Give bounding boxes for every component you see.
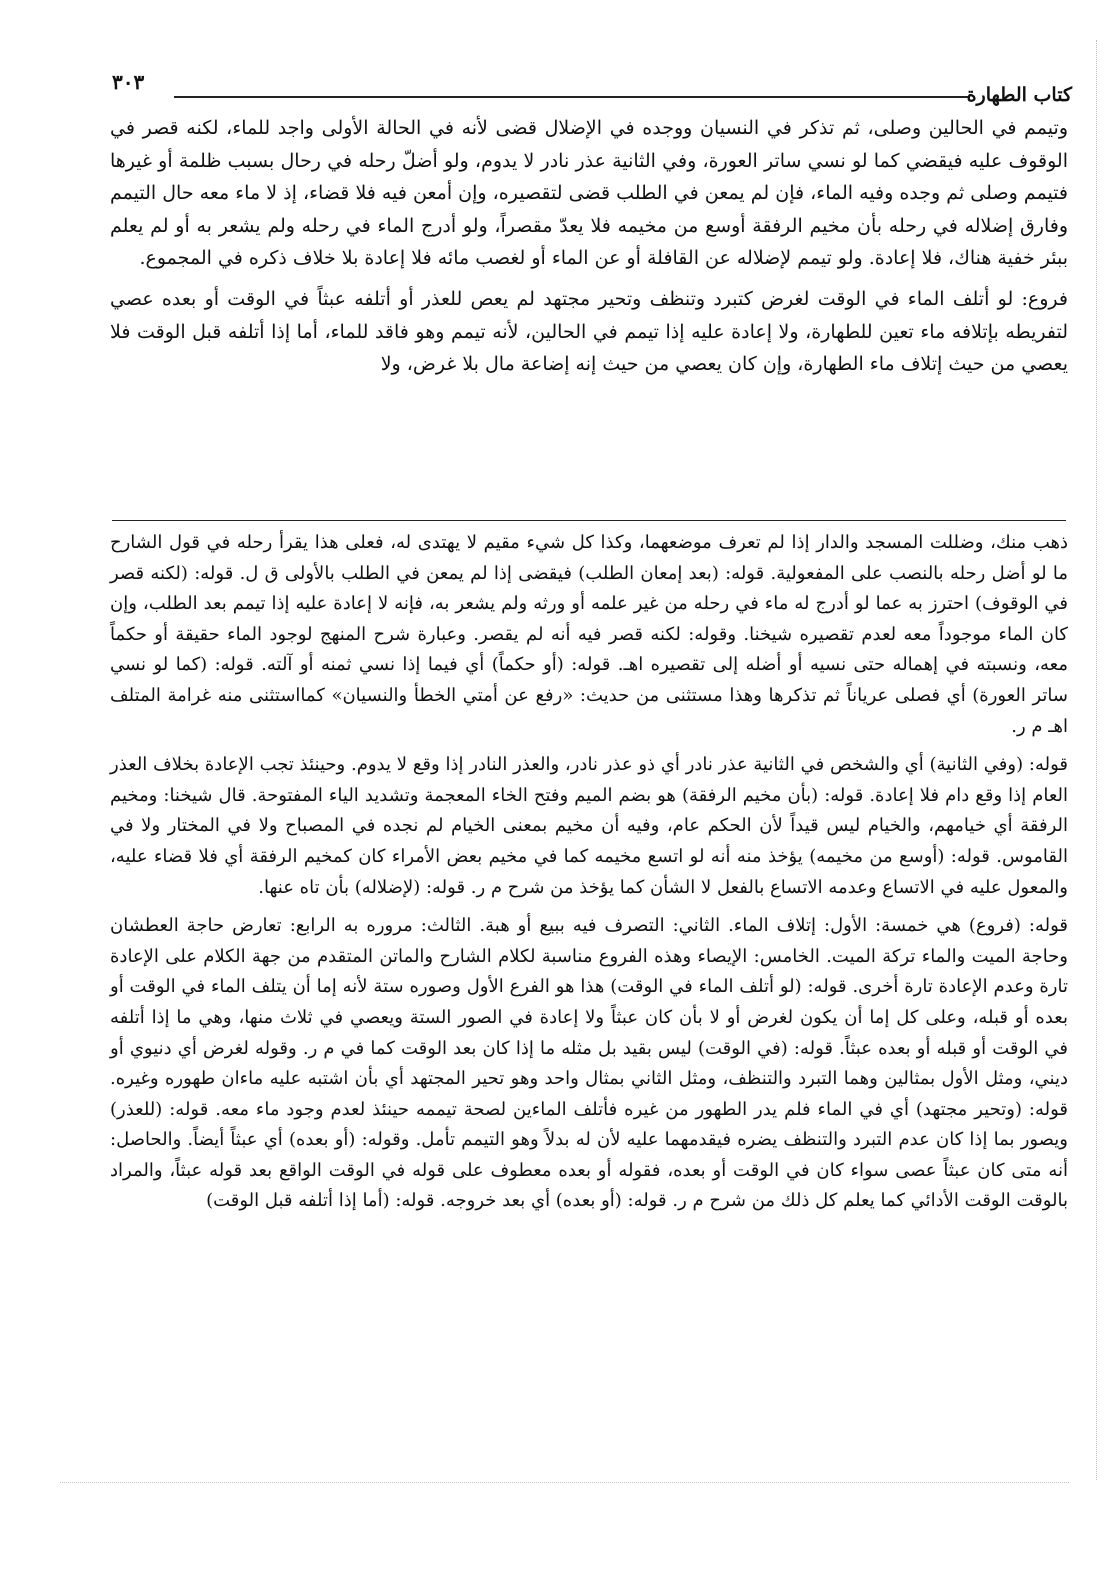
footnote-paragraph: قوله: (وفي الثانية) أي والشخص في الثانية عذر نادر أي ذو عذر نادر، والعذر النادر إذا وقع لا يدوم. وحينئذ تجب الإعادة بخلاف العذر العام إذا وقع دام فلا إعادة. قوله: (بأن مخيم الرفقة) هو بضم الميم وفتح الخاء المعجمة وتشديد الياء المفتوحة. قال شيخنا: ومخيم الرفقة أي خيامهم، والخيام ليس قيداً لأن الحكم عام، وفيه أن مخيم بمعنى الخيام لم نجده في المصباح ولا في المختار ولا في القاموس. قوله: (أوسع من مخيمه) يؤخذ منه أنه لو اتسع مخيمه كما في مخيم بعض الأمراء كان كمخيم الرفقة أي فلا قضاء عليه، والمعول عليه في الاتساع وعدمه الاتساع بالفعل لا الشأن كما يؤخذ من شرح م ر. قوله: (لإضلاله) بأن تاه عنها. [110,754,1068,898]
page-number: ٣٠٣ [112,70,145,94]
running-header [112,70,1072,110]
footnote-paragraph: ذهب منك، وضللت المسجد والدار إذا لم تعرف موضعهما، وكذا كل شيء مقيم لا يهتدى له، فعلى هذا يقرأ رحله في قول الشارح ما لو أضل رحله بالنصب على المفعولية. قوله: (بعد إمعان الطلب) فيقضى إذا لم يمعن في الطلب بالأولى ق ل. قوله: (لكنه قصر في الوقوف) احترز به عما لو أدرج له ماء في رحله من غير علمه أو ورثه ولم يشعر به، فإنه لا إعادة عليه إذا تيمم بعد الطلب، وإن كان الماء موجوداً معه لعدم تقصيره شيخنا. وقوله: لكنه قصر فيه أنه لم يقصر. وعبارة شرح المنهج لوجود الماء حقيقة أو حكماً معه، ونسبته في إهماله حتى نسيه أو أضله إلى تقصيره اهـ. قوله: (أو حكماً) أي فيما إذا نسي ثمنه أو آلته. قوله: (كما لو نسي ساتر العورة) أي فصلى عرياناً ثم تذكرها وهذا مستثنى من حديث: «رفع عن أمتي الخطأ والنسيان» كمااستثنى منه غرامة المتلف اهـ م ر. [110,532,1068,737]
chapter-title: كتاب الطهارة [966,84,1072,106]
footnote-paragraph: قوله: (فروع) هي خمسة: الأول: إتلاف الماء. الثاني: التصرف فيه ببيع أو هبة. الثالث: مروره به الرابع: تعارض حاجة العطشان وحاجة الميت والماء تركة الميت. الخامس: الإيصاء وهذه الفروع مناسبة لكلام الشارح والماتن المتقدم من جهة الكلام على الإعادة تارة وعدم الإعادة تارة أخرى. قوله: (لو أتلف الماء في الوقت) هذا هو الفرع الأول وصوره ستة لأنه إما أن يتلف الماء في الوقت أو بعده أو قبله، وعلى كل إما أن يكون لغرض أو لا بأن كان عبثاً ولا إعادة في الصور الستة ويعصي في ثلاث منها، وهي ما إذا أتلفه في الوقت أو قبله أو بعده عبثاً. قوله: (في الوقت) ليس بقيد بل مثله ما إذا كان بعد الوقت كما في م ر. وقوله لغرض أي دنيوي أو ديني، ومثل الأول بمثالين وهما التبرد والتنظف، ومثل الثاني بمثال واحد وهو تحير المجتهد أي بأن اشتبه عليه ماءان طهوره وغيره. قوله: (وتحير مجتهد) أي في الماء فلم يدر الطهور من غيره فأتلف الماءين لصحة تيممه حينئذ لعدم وجود ماء معه. قوله: (للعذر) ويصور بما إذا كان عدم التبرد والتنظف يضره فيقدمهما عليه لأن له بدلاً وهو التيمم تأمل. وقوله: (أو بعده) أي عبثاً أيضاً. والحاصل: أنه متى كان عبثاً عصى سواء كان في الوقت أو بعده، فقوله أو بعده معطوف على قوله في الوقت الواقع بعد قوله عبثاً، والمراد بالوقت الوقت الأدائي كما يعلم كل ذلك من شرح م ر. قوله: (أو بعده) أي بعد خروجه. قوله: (أما إذا أتلفه قبل الوقت) [110,915,1068,1212]
scan-edge-artifact [1082,40,1097,1480]
footnote-divider [112,520,1066,521]
scan-bottom-artifact [60,1470,1069,1483]
commentary-footnotes [110,528,1068,1217]
main-paragraph: فروع: لو أتلف الماء في الوقت لغرض كتبرد وتنظف وتحير مجتهد لم يعص للعذر أو أتلفه عبثاً في الوقت أو بعده عصي لتفريطه بإتلافه ماء تعين للطهارة، ولا إعادة عليه إذا تيمم في الحالين، لأنه تيمم وهو فاقد للماء، أما إذا أتلفه قبل الوقت فلا يعصي من حيث إتلاف ماء الطهارة، وإن كان يعصي من حيث إنه إضاعة مال بلا غرض، ولا [110,287,1069,376]
main-paragraph: وتيمم في الحالين وصلى، ثم تذكر في النسيان ووجده في الإضلال قضى لأنه في الحالة الأولى واجد للماء، لكنه قصر في الوقوف عليه فيقضي كما لو نسي ساتر العورة، وفي الثانية عذر نادر لا يدوم، ولو أضلّ رحله في رحال بسبب ظلمة أو غيرها فتيمم وصلى ثم وجده وفيه الماء، فإن لم يمعن في الطلب قضى لتقصيره، وإن أمعن فيه فلا قضاء، إذ لا ماء معه حال التيمم وفارق إضلاله في رحله بأن مخيم الرفقة أوسع من مخيمه فلا يعدّ مقصراً، ولو أدرج الماء في رحله ولم يشعر به أو لم يعلم ببئر خفية هناك، فلا إعادة. ولو تيمم لإضلاله عن القافلة أو عن الماء أو لغصب مائه فلا إعادة بلا خلاف ذكره في المجموع. [110,117,1068,270]
main-text [110,112,1068,381]
header-rule [174,96,968,98]
